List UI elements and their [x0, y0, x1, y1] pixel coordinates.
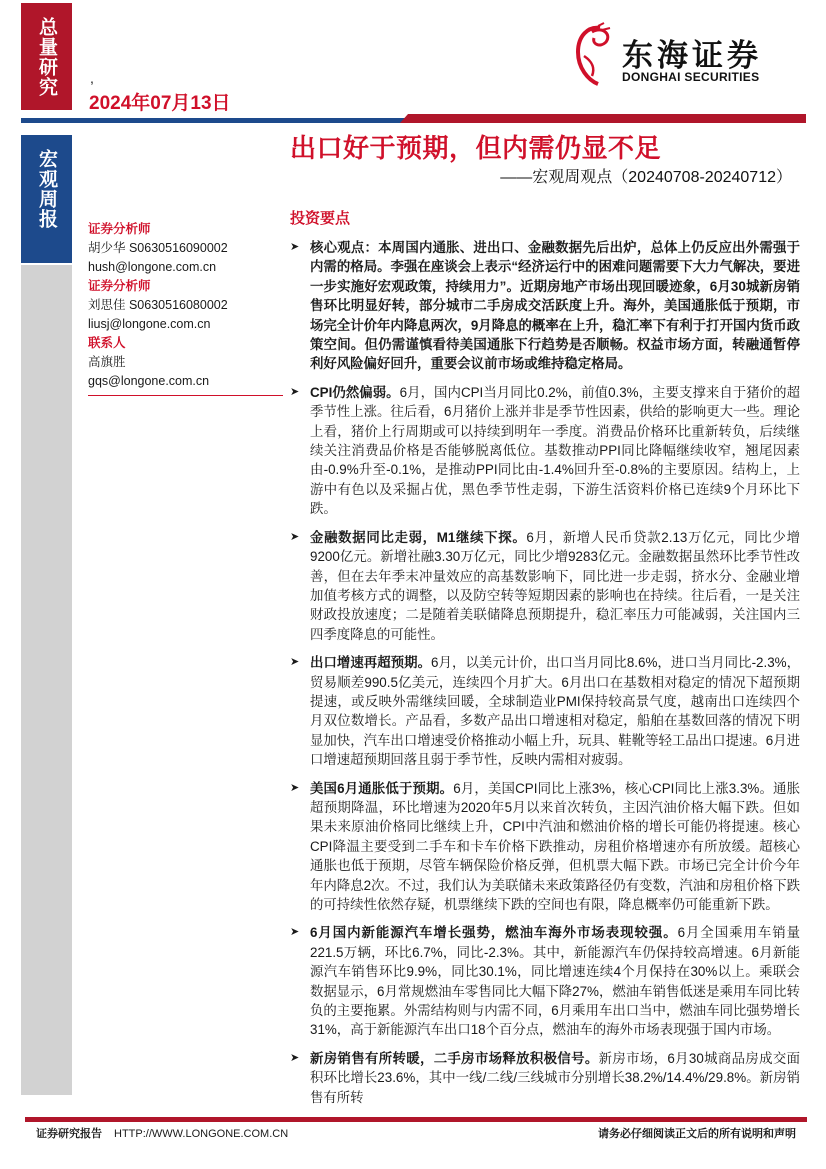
contact-role: 联系人 — [88, 336, 126, 350]
contact-name: 刘思佳 S0630516080002 — [88, 298, 228, 312]
header-stripe-blue — [21, 118, 406, 123]
arrow-bullet-icon: ➤ — [290, 781, 300, 794]
donghai-logo — [570, 22, 795, 88]
bullet-body: 6月全国乘用车销量221.5万辆，环比6.7%，同比-2.3%。其中，新能源汽车仍保持较高增速。6月新能源汽车销售环比9.9%，同比30.1%，同比增速连续4个月保持在30%以上。乘联会数据显示，6月常规燃油车零售同比大幅下降27%，燃油车销售低迷是乘用车同比转负的主要拖累。外需结构则与内需不同，6月乘用车出口当中，燃油车同比强势增长31%，高于新能源汽车出口18个百分点，燃油车的海外市场表现强于国内市场。 — [310, 925, 800, 1038]
category-label: 总量研究 — [21, 3, 72, 110]
bullet-auto — [290, 923, 800, 1039]
bullet-head: 出口增速再超预期。 — [310, 655, 432, 671]
bullet-us-inflation — [290, 779, 800, 915]
arrow-bullet-icon: ➤ — [290, 926, 300, 939]
sidebar-divider — [88, 395, 283, 396]
bullet-body: 6月，美国CPI同比上涨3%，核心CPI同比上涨3.3%。通胀超预期降温，环比增速为2020年5月以来首次转负，主因汽油价格大幅下跌。但如果未来原油价格同比继续上升，CPI中汽油和燃油价格的增长可能仍将提速。核心CPI降温主要受到二手车和卡车价格下跌推动，房租价格增速亦有所放缓。超核心通胀也低于预期，尽管车辆保险价格反弹，但机票大幅下跌。市场已完全计价今年年内降息2次。不过，我们认为美联储未来政策路径仍有变数，汽油和房租价格下跌的可持续性依然存疑，机票继续下跌的空间也有限，降息概率仍可能重新下跌。 — [310, 780, 800, 912]
bullet-body: 6月，以美元计价，出口当月同比8.6%，进口当月同比-2.3%，贸易顺差990.5亿美元，连续四个月扩大。6月出口在基数相对稳定的情况下超预期提速，或反映外需继续回暖，全球制造业PMI保持较高景气度，越南出口连续四个月双位数增长。产品看，多数产品出口增速相对稳定，船舶在基数回落的情况下明显加快，汽车出口增速受价格推动小幅上升，玩具、鞋靴等轻工品出口提速。6月进口增速超预期回落且弱于季节性，反映内需相对疲弱。 — [310, 655, 800, 768]
bullet-cpi — [290, 383, 800, 519]
bullet-head: CPI仍然偏弱。 — [310, 384, 400, 400]
bullet-body: 6月，国内CPI当月同比0.2%，前值0.3%，主要支撑来自于猪价的超季节性上涨。往后看，6月猪价上涨并非是季节性因素，供给的影响更大一些。理论上看，猪价上行周期或可以持续到明年一季度。消费品价格环比重新转负，后续继续关注消费品价格是否能够脱离低位。基数推动PPI同比降幅继续收窄，翘尾因素由-0.9%升至-0.1%，是推动PPI同比由-1.4%回升至-0.8%的主要原因。结构上，上游中有色以及采掘占优，黑色季节性走弱，下游生活资料价格已连续9个月环比下跌。 — [310, 384, 800, 517]
section-title: 投资要点 — [290, 210, 351, 227]
bullet-head: 金融数据同比走弱，M1继续下探。 — [310, 529, 527, 545]
contact-email[interactable]: gqs@longone.com.cn — [88, 374, 210, 388]
logo-text-en: DONGHAI SECURITIES — [622, 70, 760, 84]
bullet-head: 新房销售有所转暖，二手房市场释放积极信号。 — [310, 1050, 599, 1066]
footer-divider — [25, 1117, 807, 1122]
bullet-head: 美国6月通胀低于预期。 — [310, 780, 454, 796]
report-subtitle: ——宏观周观点（20240708-20240712） — [500, 169, 792, 186]
analyst-contacts — [88, 220, 283, 396]
report-type-label: 宏观周报 — [21, 135, 72, 263]
key-points — [290, 238, 800, 1116]
contact-name: 高旗胜 — [88, 355, 126, 369]
contact-email[interactable]: hush@longone.com.cn — [88, 260, 217, 274]
bullet-body: 新房市场，6月30城商品房成交面积环比增长23.6%，其中一线/二线/三线城市分别增长38.2%/14.4%/29.8%。新房销售有所转 — [310, 1050, 801, 1105]
contact-name: 胡少华 S0630516090002 — [88, 241, 228, 255]
bullet-body: 6月，新增人民币贷款2.13万亿元，同比少增9200亿元。新增社融3.30万亿元，同比少增9283亿元。金融数据虽然环比季节性改善，但在去年季末冲量效应的高基数影响下，同比进一步走弱，挤水分、金融业增加值考核方式的调整，以及防空转等短期因素的影响也在持续。往后看，一是关注财政投放速度；二是随着美联储降息预期提升，稳汇率压力可能减弱，关注国内三四季度降息的可能性。 — [310, 529, 800, 642]
contact-role: 证券分析师 — [88, 222, 151, 236]
arrow-bullet-icon: ➤ — [290, 385, 300, 398]
arrow-bullet-icon: ➤ — [290, 656, 300, 669]
footer-url-link[interactable]: HTTP://WWW.LONGONE.COM.CN — [114, 1128, 289, 1140]
contact-email[interactable]: liusj@longone.com.cn — [88, 317, 211, 331]
sidebar-grey-bar — [21, 265, 72, 1095]
dragon-logo-icon — [570, 22, 620, 88]
bullet-finance — [290, 528, 800, 644]
bullet-body: 本周国内通胀、进出口、金融数据先后出炉，总体上仍反应出外需强于内需的格局。李强在座谈会上表示“经济运行中的困难问题需要下大力气解决，要进一步实施好宏观政策，持续用力”。近期房地产市场出现回暖迹象，6月30城新房销售环比明显好转，部分城市二手房成交活跃度上升。海外，美国通胀低于预期，市场完全计价年内降息两次，9月降息的概率在上升，稳汇率下有利于打开国内货币政策空间。但仍需谨慎看待美国通胀下行趋势是否顺畅。权益市场方面，转融通暂停利好风险偏好回升，重要会议前市场或维持稳定格局。 — [310, 240, 801, 372]
footer-left — [36, 1125, 288, 1141]
arrow-bullet-icon: ➤ — [290, 1051, 300, 1064]
bullet-housing — [290, 1049, 800, 1107]
bullet-exports — [290, 653, 800, 769]
contact-role: 证券分析师 — [88, 279, 151, 293]
bullet-head: 6月国内新能源汽车增长强势，燃油车海外市场表现较强。 — [310, 925, 678, 941]
arrow-bullet-icon: ➤ — [290, 241, 300, 253]
bullet-core-view — [290, 238, 800, 374]
report-title: 出口好于预期，但内需仍显不足 — [290, 133, 662, 163]
arrow-bullet-icon: ➤ — [290, 530, 300, 543]
header-stripe-red — [400, 114, 806, 123]
footer-label: 证券研究报告 — [36, 1128, 102, 1140]
footer-disclaimer: 请务必仔细阅读正文后的所有说明和声明 — [598, 1128, 796, 1140]
bullet-head: 核心观点： — [310, 240, 379, 255]
comma-mark: , — [90, 70, 94, 86]
logo-text-cn: 东海证券 — [622, 38, 762, 73]
report-date: 2024年07月13日 — [89, 93, 231, 114]
